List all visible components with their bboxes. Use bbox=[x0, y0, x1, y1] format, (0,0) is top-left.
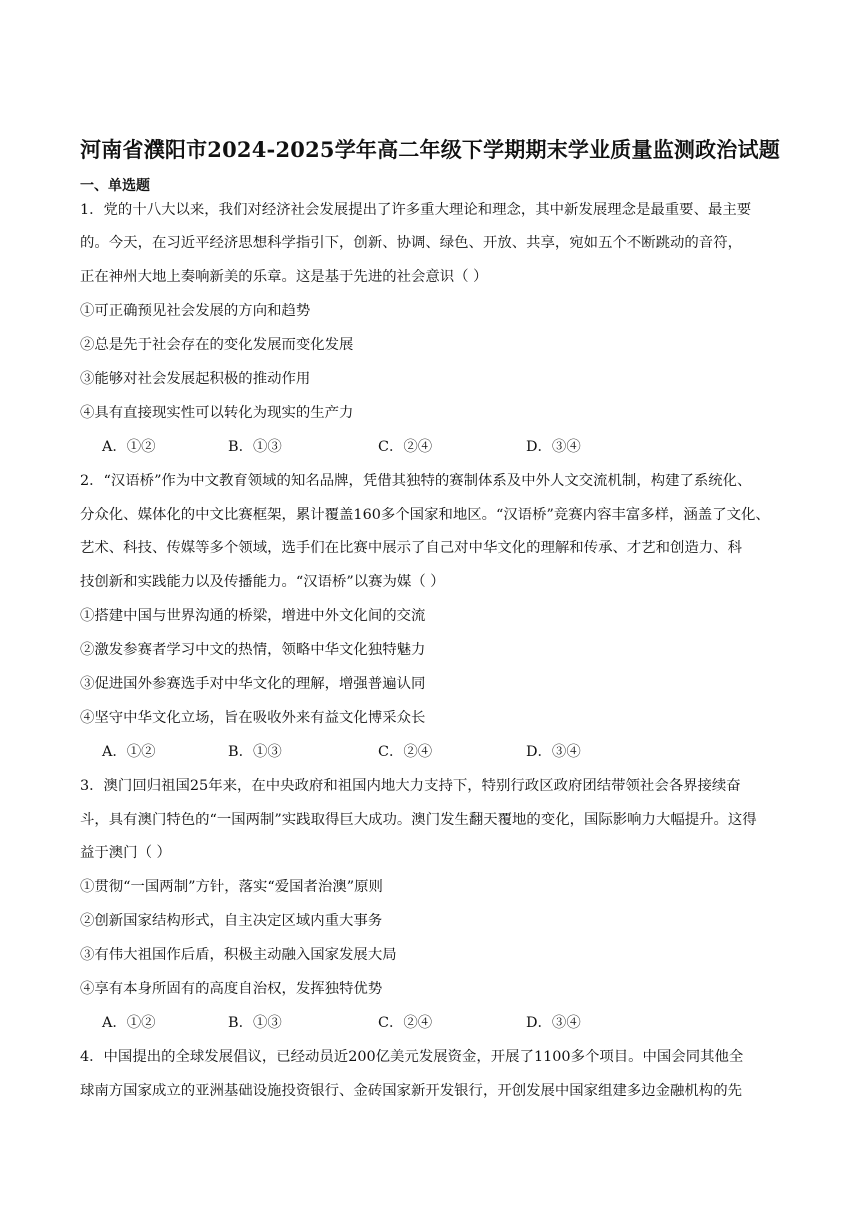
question-2-line-2: 分众化、媒体化的中文比赛框架，累计覆盖160多个国家和地区。“汉语桥”竞赛内容丰富多样，涵盖了文化、 bbox=[80, 507, 770, 523]
question-1-item-1: ①可正确预见社会发展的方向和趋势 bbox=[80, 303, 311, 319]
question-3-item-3: ③有伟大祖国作后盾，积极主动融入国家发展大局 bbox=[80, 947, 397, 963]
question-2-option-a: A．①② bbox=[102, 744, 156, 760]
question-2-option-d: D．③④ bbox=[526, 744, 581, 760]
question-1-option-d: D．③④ bbox=[526, 439, 581, 455]
question-3-item-1: ①贯彻“一国两制”方针，落实“爱国者治澳”原则 bbox=[80, 879, 383, 895]
question-3-line-2: 斗，具有澳门特色的“一国两制”实践取得巨大成功。澳门发生翻天覆地的变化，国际影响力大幅提升。这得 bbox=[80, 812, 757, 828]
question-3-option-a: A．①② bbox=[102, 1015, 156, 1031]
question-2-option-b: B．①③ bbox=[228, 744, 282, 760]
question-1-line-2: 的。今天，在习近平经济思想科学指引下，创新、协调、绿色、开放、共享，宛如五个不断跳动的音符， bbox=[80, 235, 742, 251]
question-3-line-3: 益于澳门（ ） bbox=[80, 845, 171, 861]
question-1-option-c: C．②④ bbox=[378, 439, 433, 455]
question-3-option-c: C．②④ bbox=[378, 1015, 433, 1031]
question-2-item-3: ③促进国外参赛选手对中华文化的理解，增强普遍认同 bbox=[80, 676, 426, 692]
question-1-item-4: ④具有直接现实性可以转化为现实的生产力 bbox=[80, 405, 354, 421]
question-1-option-b: B．①③ bbox=[228, 439, 282, 455]
question-2-line-4: 技创新和实践能力以及传播能力。“汉语桥”以赛为媒（ ） bbox=[80, 574, 445, 590]
question-1-line-3: 正在神州大地上奏响新美的乐章。这是基于先进的社会意识（ ） bbox=[80, 269, 488, 285]
question-2-item-4: ④坚守中华文化立场，旨在吸收外来有益文化博采众长 bbox=[80, 710, 426, 726]
question-1-item-3: ③能够对社会发展起积极的推动作用 bbox=[80, 371, 311, 387]
question-3-item-2: ②创新国家结构形式，自主决定区域内重大事务 bbox=[80, 913, 383, 929]
question-1-item-2: ②总是先于社会存在的变化发展而变化发展 bbox=[80, 337, 354, 353]
question-3-item-4: ④享有本身所固有的高度自治权，发挥独特优势 bbox=[80, 981, 383, 997]
question-2-line-1: 2．“汉语桥”作为中文教育领域的知名品牌，凭借其独特的赛制体系及中外人文交流机制，构建了系统化、 bbox=[80, 473, 752, 489]
question-2-line-3: 艺术、科技、传媒等多个领域，选手们在比赛中展示了自己对中华文化的理解和传承、才艺和创造力、科 bbox=[80, 540, 742, 556]
question-3-line-1: 3．澳门回归祖国25年来，在中央政府和祖国内地大力支持下，特别行政区政府团结带领社会各界接续奋 bbox=[80, 778, 741, 794]
question-2-item-2: ②激发参赛者学习中文的热情，领略中华文化独特魅力 bbox=[80, 642, 426, 658]
question-2-option-c: C．②④ bbox=[378, 744, 433, 760]
question-3-option-b: B．①③ bbox=[228, 1015, 282, 1031]
document-title: 河南省濮阳市2024-2025学年高二年级下学期期末学业质量监测政治试题 bbox=[80, 137, 780, 162]
question-4-line-2: 球南方国家成立的亚洲基础设施投资银行、金砖国家新开发银行，开创发展中国家组建多边金融机构的先 bbox=[80, 1083, 742, 1099]
section-heading: 一、单选题 bbox=[80, 178, 150, 194]
question-4-line-1: 4．中国提出的全球发展倡议，已经动员近200亿美元发展资金，开展了1100多个项目。中国会同其他全 bbox=[80, 1049, 744, 1065]
question-1-line-1: 1．党的十八大以来，我们对经济社会发展提出了许多重大理论和理念，其中新发展理念是最重要、最主要 bbox=[80, 202, 752, 218]
question-2-item-1: ①搭建中国与世界沟通的桥梁，增进中外文化间的交流 bbox=[80, 608, 426, 624]
question-1-option-a: A．①② bbox=[102, 439, 156, 455]
question-3-option-d: D．③④ bbox=[526, 1015, 581, 1031]
